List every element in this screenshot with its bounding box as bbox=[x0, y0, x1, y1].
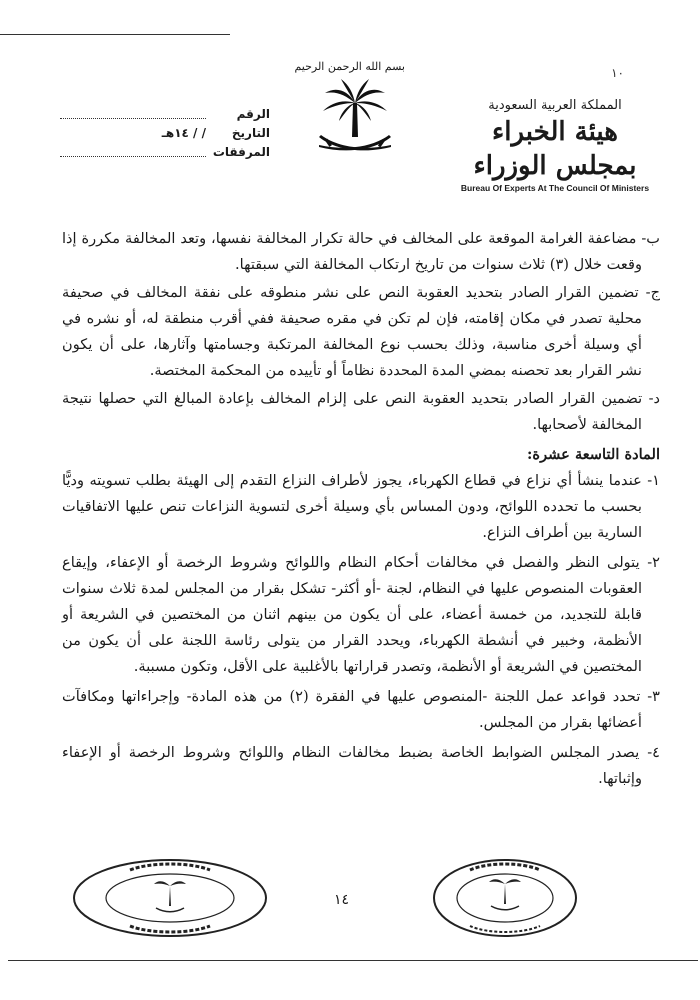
seal-right-icon bbox=[430, 856, 580, 940]
organization-header bbox=[450, 98, 660, 193]
clause-4: ٤- يصدر المجلس الضوابط الخاصة بضبط مخالفات النظام واللوائح وشروط الرخصة أو الإعفاء وإثباتها. bbox=[62, 744, 660, 787]
bureau-name-arabic: هيئة الخبراء بمجلس الوزراء bbox=[473, 117, 637, 181]
basmala: بسم الله الرحمن الرحيم bbox=[294, 60, 405, 73]
reference-fields bbox=[60, 104, 270, 161]
clause-1: ١- عندما ينشأ أي نزاع في قطاع الكهرباء، يجوز لأطراف النزاع التقدم إلى الهيئة بطلب تسويته وديًّا بحسب ما تحدده اللوائح، ودون المساس بأي وسيلة أخرى لتسوية النزاعات تنص عليها الاتفاقيات السارية بين أطراف النزاع. bbox=[62, 472, 660, 541]
corner-mark: ١٠ bbox=[611, 66, 624, 80]
date-field-row bbox=[60, 123, 270, 142]
number-field-row bbox=[60, 104, 270, 123]
attachments-field-row bbox=[60, 142, 270, 161]
item-d: د- تضمين القرار الصادر بتحديد العقوبة النص على إلزام المخالف بإعادة المبالغ التي حصلها نتيجة المخالفة لأصحابها. bbox=[62, 390, 660, 433]
date-value: / / ١٤هـ bbox=[161, 125, 206, 140]
clause-2: ٢- يتولى النظر والفصل في مخالفات أحكام النظام واللوائح وشروط الرخصة أو الإعفاء، وإيقاع العقوبات المنصوص عليها في النظام، لجنة -أو أكثر- تشكل بقرار من المجلس لمدة ثلاث سنوات قابلة للتجديد، من خمسة أعضاء، على أن يكون من بينهم اثنان من المختصين في الشريعة أو الأنظمة، وخبير في أنشطة الكهرباء، ويحدد القرار من يتولى رئاسة اللجنة على أن يكون من المختصين في الشريعة أو الأنظمة، وتصدر قراراتها بالأغلبية على الأقل، وتكون مسببة. bbox=[62, 554, 660, 675]
official-stamp-right bbox=[430, 856, 580, 944]
top-rule bbox=[0, 34, 230, 35]
seal-left-icon bbox=[70, 856, 270, 940]
page-number: ١٤ bbox=[334, 892, 350, 908]
palm-and-swords-emblem-icon bbox=[313, 79, 397, 155]
item-b: ب- مضاعفة الغرامة الموقعة على المخالف في حالة تكرار المخالفة نفسها، وتعد المخالفة مكررة إذا وقعت خلال (٣) ثلاث سنوات من تاريخ ارتكاب المخالفة التي سبقتها. bbox=[62, 230, 660, 273]
bureau-name-english: Bureau Of Experts At The Council Of Ministers bbox=[460, 183, 650, 193]
number-label: الرقم bbox=[236, 106, 270, 121]
attachments-line bbox=[60, 146, 206, 157]
emblem-block bbox=[294, 60, 405, 159]
kingdom-name: المملكة العربية السعودية bbox=[488, 98, 622, 113]
official-stamp-left bbox=[70, 856, 270, 944]
document-body bbox=[62, 226, 660, 794]
clause-3: ٣- تحدد قواعد عمل اللجنة -المنصوص عليها في الفقرة (٢) من هذه المادة- وإجراءاتها ومكافآت أعضائها بقرار من المجلس. bbox=[62, 688, 660, 731]
date-label: التاريخ bbox=[231, 125, 270, 140]
bottom-rule bbox=[8, 960, 698, 961]
article-heading: المادة التاسعة عشرة: bbox=[527, 446, 660, 463]
attachments-label: المرفقات bbox=[212, 144, 270, 159]
item-c: ج- تضمين القرار الصادر بتحديد العقوبة النص على نشر منطوقه على نفقة المخالف في صحيفة محلية تصدر في مكان إقامته، فإن لم تكن في مقره صحيفة ففي أقرب منطقة له، أو نشره في أي وسيلة أخرى مناسبة، وذلك بحسب نوع المخالفة المرتكبة وجسامتها وآثارها، على أن يكون نشر القرار بعد تحصنه بمضي المدة المحددة نظاماً أو تأييده من المحكمة المختصة. bbox=[62, 284, 660, 379]
number-line bbox=[60, 108, 206, 119]
